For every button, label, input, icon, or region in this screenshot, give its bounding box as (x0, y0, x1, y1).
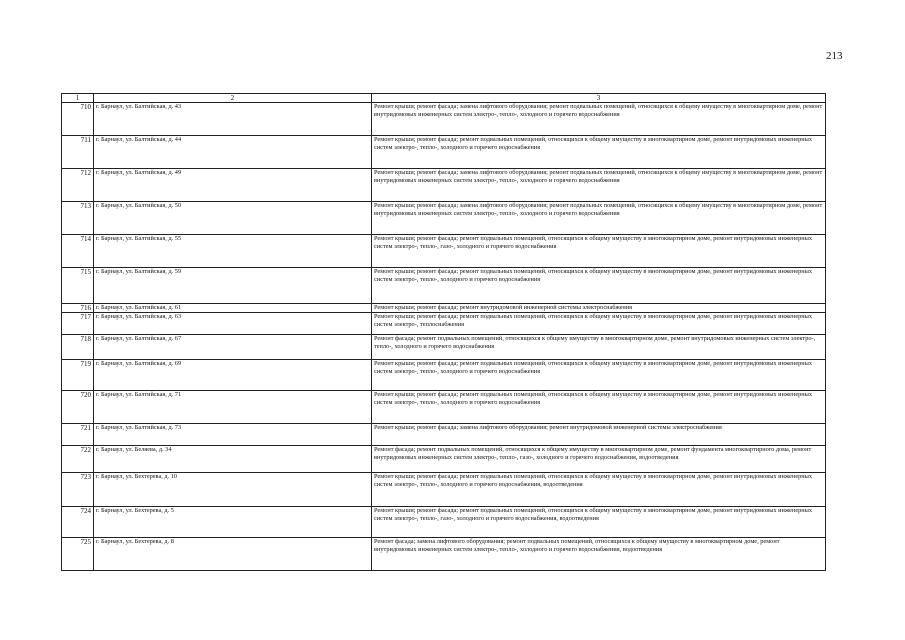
row-number: 715 (62, 268, 94, 304)
row-works: Ремонт крыши; ремонт фасада; замена лифтового оборудования; ремонт подвальных помещений, относящихся к общему имуществу в многоквартирном доме, ремонт внутридомовых инженерных систем электро-, тепло-, холодного и горячего водоснабжения (372, 202, 826, 235)
row-works: Ремонт крыши; ремонт фасада; ремонт подвальных помещений, относящихся к общему имуществу в многоквартирном доме, ремонт внутридомовых инженерных систем электро-, теплоснабжения (372, 313, 826, 335)
row-works: Ремонт крыши; ремонт фасада; ремонт подвальных помещений, относящихся к общему имуществу в многоквартирном доме, ремонт внутридомовых инженерных систем электро-, тепло-, холодного и горячего водоснабжения (372, 268, 826, 304)
row-number: 724 (62, 507, 94, 538)
row-works: Ремонт крыши; ремонт фасада; ремонт подвальных помещений, относящихся к общему имуществу в многоквартирном доме, ремонт внутридомовых инженерных систем электро-, тепло-, газо-, холодного и горячего водоснабжения (372, 235, 826, 268)
table-row (62, 235, 826, 268)
header-col-3: 3 (372, 94, 826, 103)
table-row (62, 103, 826, 136)
row-works: Ремонт крыши; ремонт фасада; ремонт подвальных помещений, относящихся к общему имуществу в многоквартирном доме, ремонт внутридомовых инженерных систем электро-, тепло-, холодного и горячего водоснабжения (372, 360, 826, 391)
row-works: Ремонт крыши; ремонт фасада; замена лифтового оборудования; ремонт внутридомовой инженерной системы электроснабжения (372, 424, 826, 446)
row-number: 718 (62, 335, 94, 360)
row-number: 722 (62, 446, 94, 473)
row-address: г. Барнаул, ул. Балтийская, д. 49 (94, 169, 372, 202)
row-address: г. Барнаул, ул. Балтийская, д. 63 (94, 313, 372, 335)
row-number: 711 (62, 136, 94, 169)
table-row (62, 424, 826, 446)
table-row (62, 360, 826, 391)
page-number: 213 (826, 50, 843, 62)
row-address: г. Барнаул, ул. Балтийская, д. 59 (94, 268, 372, 304)
row-number: 713 (62, 202, 94, 235)
row-address: г. Барнаул, ул. Балтийская, д. 50 (94, 202, 372, 235)
row-works: Ремонт крыши; ремонт фасада; ремонт подвальных помещений, относящихся к общему имуществу в многоквартирном доме, ремонт внутридомовых инженерных систем электро-, тепло-, холодного и горячего водоснабжения (372, 136, 826, 169)
row-address: г. Барнаул, ул. Балтийская, д. 73 (94, 424, 372, 446)
header-col-2: 2 (94, 94, 372, 103)
row-number: 723 (62, 473, 94, 507)
table-row (62, 538, 826, 571)
row-address: г. Барнаул, ул. Балтийская, д. 67 (94, 335, 372, 360)
row-works: Ремонт фасада; ремонт подвальных помещений, относящихся к общему имуществу в многоквартирном доме, ремонт фундамента многоквартирного дома, ремонт внутридомовых инженерных систем электро-, тепло-, газо-, холодного и горячего водоснабжения, водоотведения (372, 446, 826, 473)
row-works: Ремонт крыши; ремонт фасада; замена лифтового оборудования; ремонт подвальных помещений, относящихся к общему имуществу в многоквартирном доме, ремонт внутридомовых инженерных систем электро-, тепло-, холодного и горячего водоснабжения (372, 103, 826, 136)
table-row (62, 136, 826, 169)
row-works: Ремонт крыши; ремонт фасада; ремонт подвальных помещений, относящихся к общему имуществу в многоквартирном доме, ремонт внутридомовых инженерных систем электро-, тепло-, холодного и горячего водоснабжения (372, 391, 826, 424)
table-row (62, 268, 826, 304)
row-number: 720 (62, 391, 94, 424)
row-works: Ремонт фасада; ремонт подвальных помещений, относящихся к общему имуществу в многоквартирном доме, ремонт внутридомовых инженерных систем электро-, тепло-, холодного и горячего водоснабжения (372, 335, 826, 360)
row-number: 717 (62, 313, 94, 335)
header-row (62, 94, 826, 103)
row-address: г. Барнаул, ул. Балтийская, д. 69 (94, 360, 372, 391)
row-address: г. Барнаул, ул. Бехтерева, д. 8 (94, 538, 372, 571)
table-row (62, 473, 826, 507)
row-number: 716 (62, 304, 94, 313)
table-row (62, 391, 826, 424)
row-works: Ремонт крыши; ремонт фасада; ремонт подвальных помещений, относящихся к общему имуществу в многоквартирном доме, ремонт внутридомовых инженерных систем электро-, тепло-, газо-, холодного и горячего водоснабжения, водоотведения (372, 507, 826, 538)
row-works: Ремонт крыши; ремонт фасада; ремонт внутридомовой инженерной системы электроснабжения (372, 304, 826, 313)
table-row (62, 335, 826, 360)
row-number: 719 (62, 360, 94, 391)
row-address: г. Барнаул, ул. Балтийская, д. 43 (94, 103, 372, 136)
table-row (62, 446, 826, 473)
repair-table (61, 93, 826, 571)
row-address: г. Барнаул, ул. Балтийская, д. 71 (94, 391, 372, 424)
row-address: г. Барнаул, ул. Балтийская, д. 44 (94, 136, 372, 169)
table-row (62, 304, 826, 313)
row-number: 725 (62, 538, 94, 571)
table-row (62, 169, 826, 202)
row-works: Ремонт фасада; замена лифтового оборудования; ремонт подвальных помещений, относящихся к общему имуществу в многоквартирном доме, ремонт внутридомовых инженерных систем электро-, тепло-, холодного и горячего водоснабжения, водоотведения (372, 538, 826, 571)
row-number: 712 (62, 169, 94, 202)
table-row (62, 507, 826, 538)
row-address: г. Барнаул, ул. Балтийская, д. 61 (94, 304, 372, 313)
row-number: 721 (62, 424, 94, 446)
table-row (62, 202, 826, 235)
row-works: Ремонт крыши; ремонт фасада; ремонт подвальных помещений, относящихся к общему имуществу в многоквартирном доме, ремонт внутридомовых инженерных систем электро-, тепло-, холодного и горячего водоснабжения, водоотведения (372, 473, 826, 507)
row-number: 710 (62, 103, 94, 136)
header-col-1: 1 (62, 94, 94, 103)
row-address: г. Барнаул, ул. Бехтерева, д. 10 (94, 473, 372, 507)
row-address: г. Барнаул, ул. Бехтерева, д. 5 (94, 507, 372, 538)
row-number: 714 (62, 235, 94, 268)
table-row (62, 313, 826, 335)
row-works: Ремонт крыши; ремонт фасада; замена лифтового оборудования; ремонт подвальных помещений, относящихся к общему имуществу в многоквартирном доме, ремонт внутридомовых инженерных систем электро-, тепло-, холодного и горячего водоснабжения (372, 169, 826, 202)
row-address: г. Барнаул, ул. Беляева, д. 34 (94, 446, 372, 473)
row-address: г. Барнаул, ул. Балтийская, д. 55 (94, 235, 372, 268)
